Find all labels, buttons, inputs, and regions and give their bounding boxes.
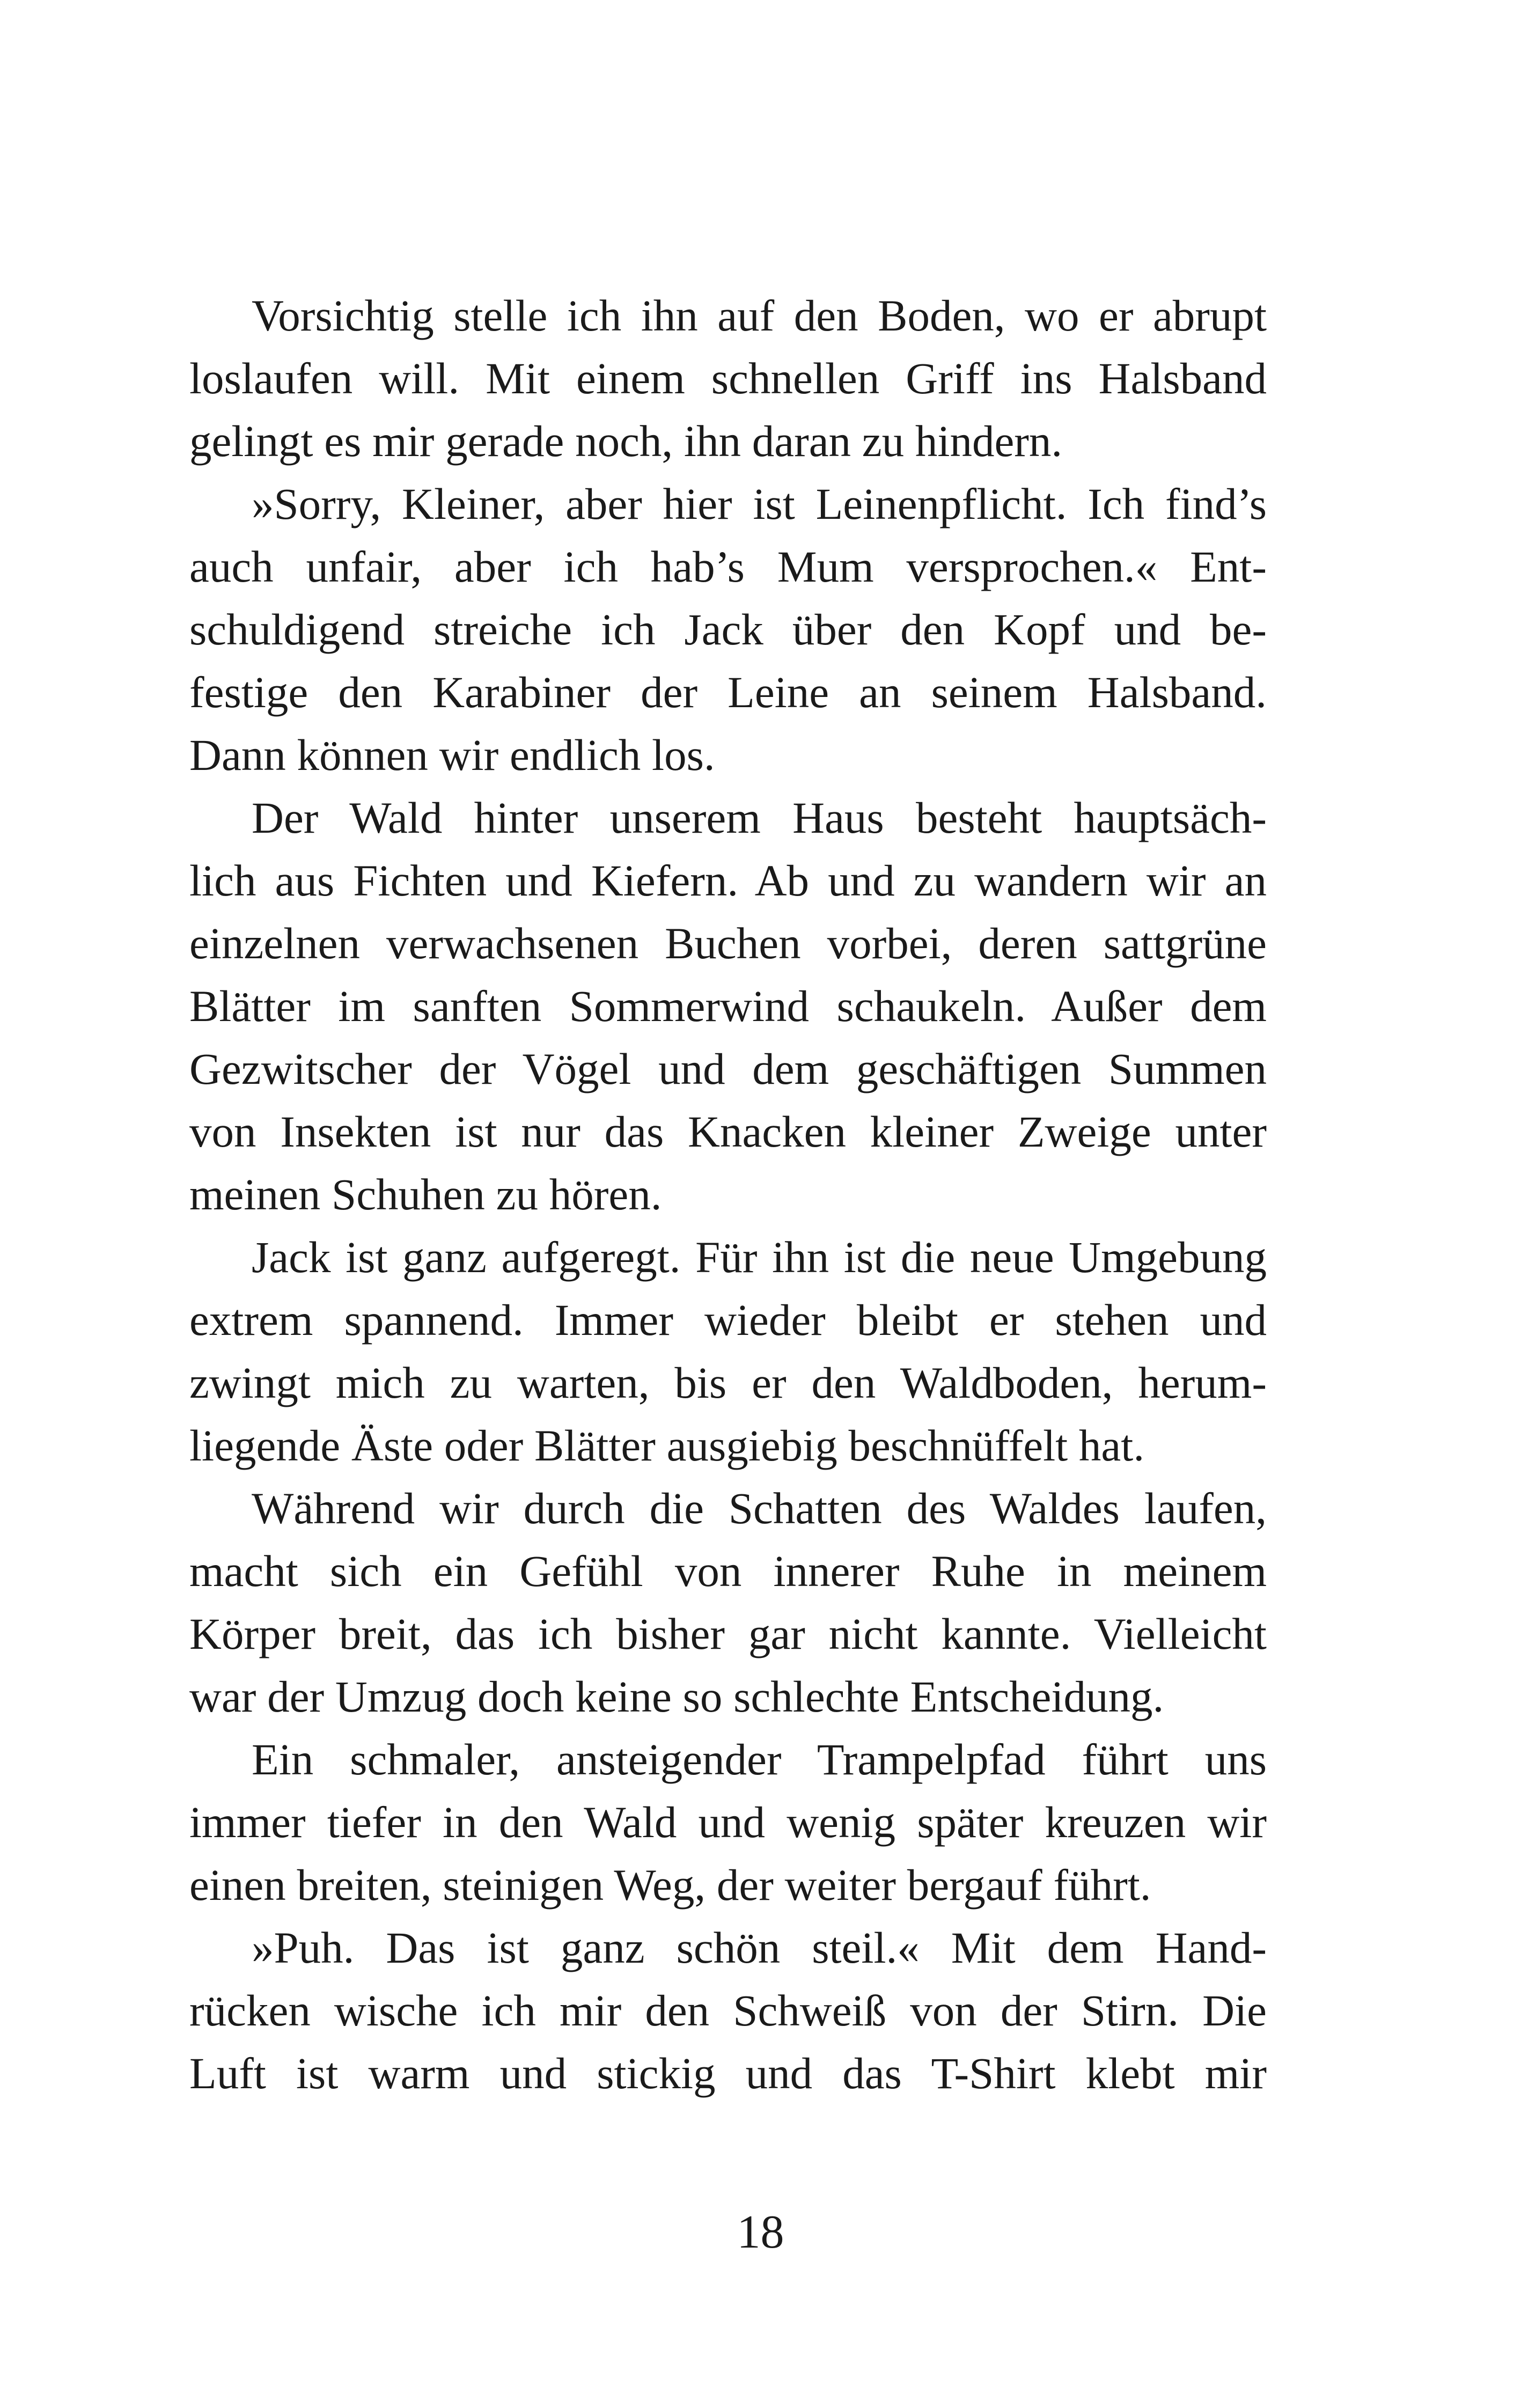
text-line: »Puh. Das ist ganz schön steil.« Mit dem Hand- [252, 1923, 1267, 1972]
text-line: Ein schmaler, ansteigender Trampelpfad führt uns [252, 1735, 1267, 1784]
text-line: lich aus Fichten und Kiefern. Ab und zu wandern wir an [189, 856, 1267, 905]
paragraph [189, 284, 1267, 473]
paragraph [189, 473, 1267, 787]
text-line: von Insekten ist nur das Knacken kleiner Zweige unter [189, 1107, 1267, 1156]
text-line: macht sich ein Gefühl von innerer Ruhe in meinem [189, 1546, 1267, 1596]
text-line: Körper breit, das ich bisher gar nicht kannte. Vielleicht [189, 1609, 1267, 1658]
paragraph [189, 1226, 1267, 1477]
text-line: Der Wald hinter unserem Haus besteht hauptsäch- [252, 793, 1267, 842]
text-line: auch unfair, aber ich hab’s Mum versprochen.« Ent- [189, 542, 1267, 591]
text-line: extrem spannend. Immer wieder bleibt er stehen und [189, 1295, 1267, 1345]
text-line: festige den Karabiner der Leine an seinem Halsband. [189, 667, 1267, 717]
text-line: einen breiten, steinigen Weg, der weiter bergauf führt. [189, 1860, 1151, 1910]
text-line: zwingt mich zu warten, bis er den Waldboden, herum- [189, 1358, 1267, 1407]
text-line: liegende Äste oder Blätter ausgiebig beschnüffelt hat. [189, 1421, 1145, 1470]
text-line: loslaufen will. Mit einem schnellen Griff ins Halsband [189, 354, 1267, 403]
text-line: einzelnen verwachsenen Buchen vorbei, deren sattgrüne [189, 919, 1267, 968]
body-text [189, 284, 1267, 2105]
text-line: Während wir durch die Schatten des Waldes laufen, [252, 1484, 1267, 1533]
text-line: meinen Schuhen zu hören. [189, 1170, 662, 1219]
text-line: Jack ist ganz aufgeregt. Für ihn ist die neue Umgebung [252, 1232, 1267, 1282]
paragraph [189, 1917, 1267, 2105]
page-number: 18 [737, 2206, 784, 2258]
text-line: schuldigend streiche ich Jack über den Kopf und be- [189, 605, 1267, 654]
text-line: Luft ist warm und stickig und das T-Shirt klebt mir [189, 2049, 1267, 2098]
text-line: rücken wische ich mir den Schweiß von der Stirn. Die [189, 1986, 1267, 2035]
text-line: gelingt es mir gerade noch, ihn daran zu hindern. [189, 416, 1063, 466]
paragraph [189, 1477, 1267, 1728]
text-line: war der Umzug doch keine so schlechte Entscheidung. [189, 1672, 1164, 1721]
paragraph [189, 787, 1267, 1226]
text-line: Dann können wir endlich los. [189, 730, 715, 780]
text-line: immer tiefer in den Wald und wenig später kreuzen wir [189, 1797, 1267, 1847]
text-line: Vorsichtig stelle ich ihn auf den Boden, wo er abrupt [252, 291, 1267, 340]
paragraph [189, 1728, 1267, 1917]
text-line: Blätter im sanften Sommerwind schaukeln. Außer dem [189, 981, 1267, 1031]
text-line: »Sorry, Kleiner, aber hier ist Leinenpflicht. Ich find’s [252, 479, 1267, 528]
text-line: Gezwitscher der Vögel und dem geschäftigen Summen [189, 1044, 1267, 1093]
